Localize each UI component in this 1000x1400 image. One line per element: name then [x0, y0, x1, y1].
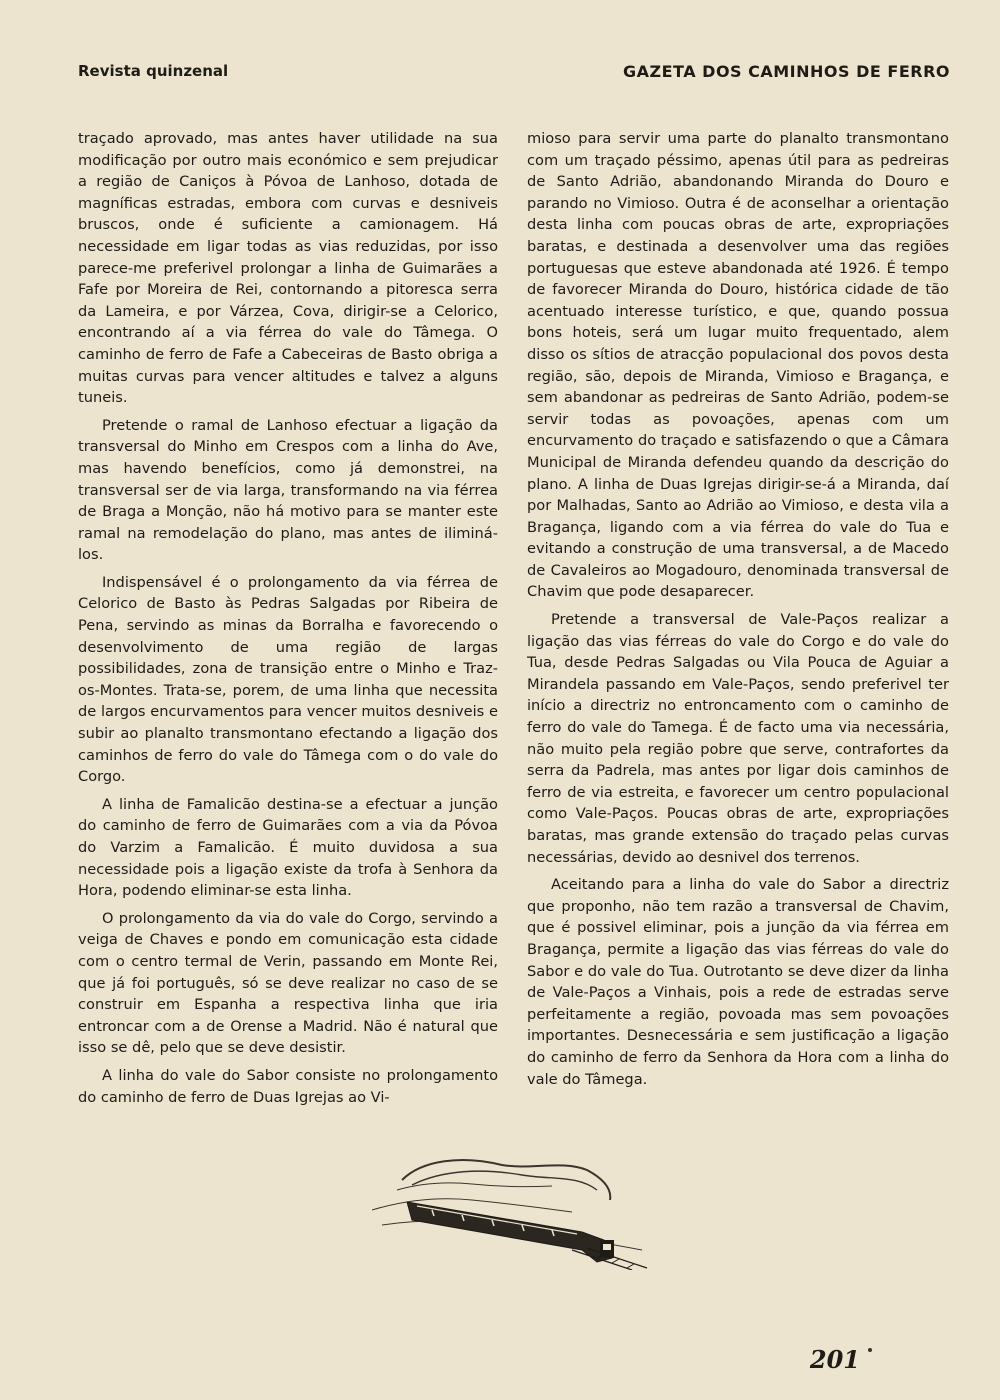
paragraph: A linha do vale do Sabor consiste no prolongamento do caminho de ferro de Duas Igrejas ao Vi-	[78, 1066, 498, 1106]
header-left: Revista quinzenal	[78, 62, 229, 80]
paragraph: Pretende a transversal de Vale-Paços realizar a ligação das vias férreas do vale do Corgo e do vale do Tua, desde Pedras Salgadas ou Vila Pouca de Aguiar a Mirandela passando em Vale-Paços, sendo preferivel ter início a directriz no entroncamento com o caminho de ferro do vale do Tamega. É de facto uma via necessária, não muito pela região pobre que serve, contrafortes da serra da Padrela, mas antes por ligar dois caminhos de ferro de via estreita, e favorecer um centro populacional como Vale-Paços. Poucas obras de arte, expropriações baratas, mas grande extensão do traçado pelas curvas necessárias, devido ao desnivel dos terrenos.	[527, 611, 949, 866]
page-number: 201	[809, 1345, 860, 1374]
left-column	[78, 128, 498, 1114]
paragraph: mioso para servir uma parte do planalto transmontano com um traçado péssimo, apenas útil para as pedreiras de Santo Adrião, abandonando Miranda do Douro e parando no Vimioso. Outra é de aconselhar a orientação desta linha com poucas obras de arte, expropriações baratas, e destinada a desenvolver uma das regiões portuguesas que esteve abandonada até 1926. É tempo de favorecer Miranda do Douro, histórica cidade de tão acentuado interesse turístico, e que, quando possua bons hoteis, será um lugar muito frequentado, alem disso os sítios de atracção populacional dos povos desta região, são, depois de Miranda, Vimioso e Bragança, e sem abandonar as pedreiras de Santo Adrião, podem-se servir todas as povoações, apenas com um encurvamento do traçado e satisfazendo o que a Câmara Municipal de Miranda defendeu quando da descrição do plano. A linha de Duas Igrejas dirigir-se-á a Miranda, daí por Malhadas, Santo ao Adrião ao Vimioso, e desta vila a Bragança, ligando com a via férrea do vale do Tua e evitando a construção de uma transversal, a de Macedo de Cavaleiros ao Mogadouro, denominada transversal de Chavim que pode desaparecer.	[527, 130, 949, 601]
header-right: GAZETA DOS CAMINHOS DE FERRO	[622, 62, 950, 81]
paragraph: A linha de Famalicão destina-se a efectuar a junção do caminho de ferro de Guimarães com a via da Póvoa do Varzim a Famalicão. É muito duvidosa a sua necessidade pois a ligação existe da trofa à Senhora da Hora, podendo eliminar-se esta linha.	[78, 795, 498, 900]
page-dot	[868, 1348, 872, 1352]
right-column	[527, 128, 949, 1096]
paragraph: traçado aprovado, mas antes haver utilidade na sua modificação por outro mais económico e sem prejudicar a região de Caniços à Póvoa de Lanhoso, dotada de magníficas estradas, embora com curvas e desniveis bruscos, onde é suficiente a camionagem. Há necessidade em ligar todas as vias reduzidas, por isso parece-me preferivel prolongar a linha de Guimarães a Fafe por Moreira de Rei, contornando a pitoresca serra da Lameira, e por Várzea, Cova, dirigir-se a Celorico, encontrando aí a via férrea do vale do Tâmega. O caminho de ferro de Fafe a Cabeceiras de Basto obriga a muitas curvas para vencer altitudes e talvez a alguns tuneis.	[78, 130, 498, 407]
train-illustration	[372, 1140, 662, 1270]
paragraph: Pretende o ramal de Lanhoso efectuar a ligação da transversal do Minho em Crespos com a linha do Ave, mas havendo benefícios, como já demonstrei, na transversal ser de via larga, transformando na via férrea de Braga a Monção, não há motivo para se manter este ramal na remodelação do plano, mas antes de iliminá-los.	[78, 416, 498, 564]
paragraph: Aceitando para a linha do vale do Sabor a directriz que proponho, não tem razão a transversal de Chavim, que é possivel eliminar, pois a junção da via férrea em Bragança, permite a ligação das vias férreas do vale do Sabor e do vale do Tua. Outrotanto se deve dizer da linha de Vale-Paços a Vinhais, pois a rede de estradas serve perfeitamente a região, povoada mas sem povoações importantes. Desnecessária e sem justificação a ligação do caminho de ferro da Senhora da Hora com a linha do vale do Tâmega.	[527, 876, 949, 1088]
running-header	[78, 62, 950, 86]
paragraph: O prolongamento da via do vale do Corgo, servindo a veiga de Chaves e pondo em comunicação esta cidade com o centro termal de Verin, passando em Monte Rei, que já foi português, só se deve realizar no caso de se construir em Espanha a respectiva linha que iria entroncar com a de Orense a Madrid. Não é natural que isso se dê, pelo que se deve desistir.	[78, 909, 498, 1057]
paragraph: Indispensável é o prolongamento da via férrea de Celorico de Basto às Pedras Salgadas por Ribeira de Pena, servindo as minas da Borralha e favorecendo o desenvolvimento de uma região de largas possibilidades, zona de transição entre o Minho e Traz-os-Montes. Trata-se, porem, de uma linha que necessita de largos encurvamentos para vencer muitos desniveis e subir ao planalto transmontano efectando a ligação dos caminhos de ferro do vale do Tâmega com o do vale do Corgo.	[78, 573, 498, 786]
